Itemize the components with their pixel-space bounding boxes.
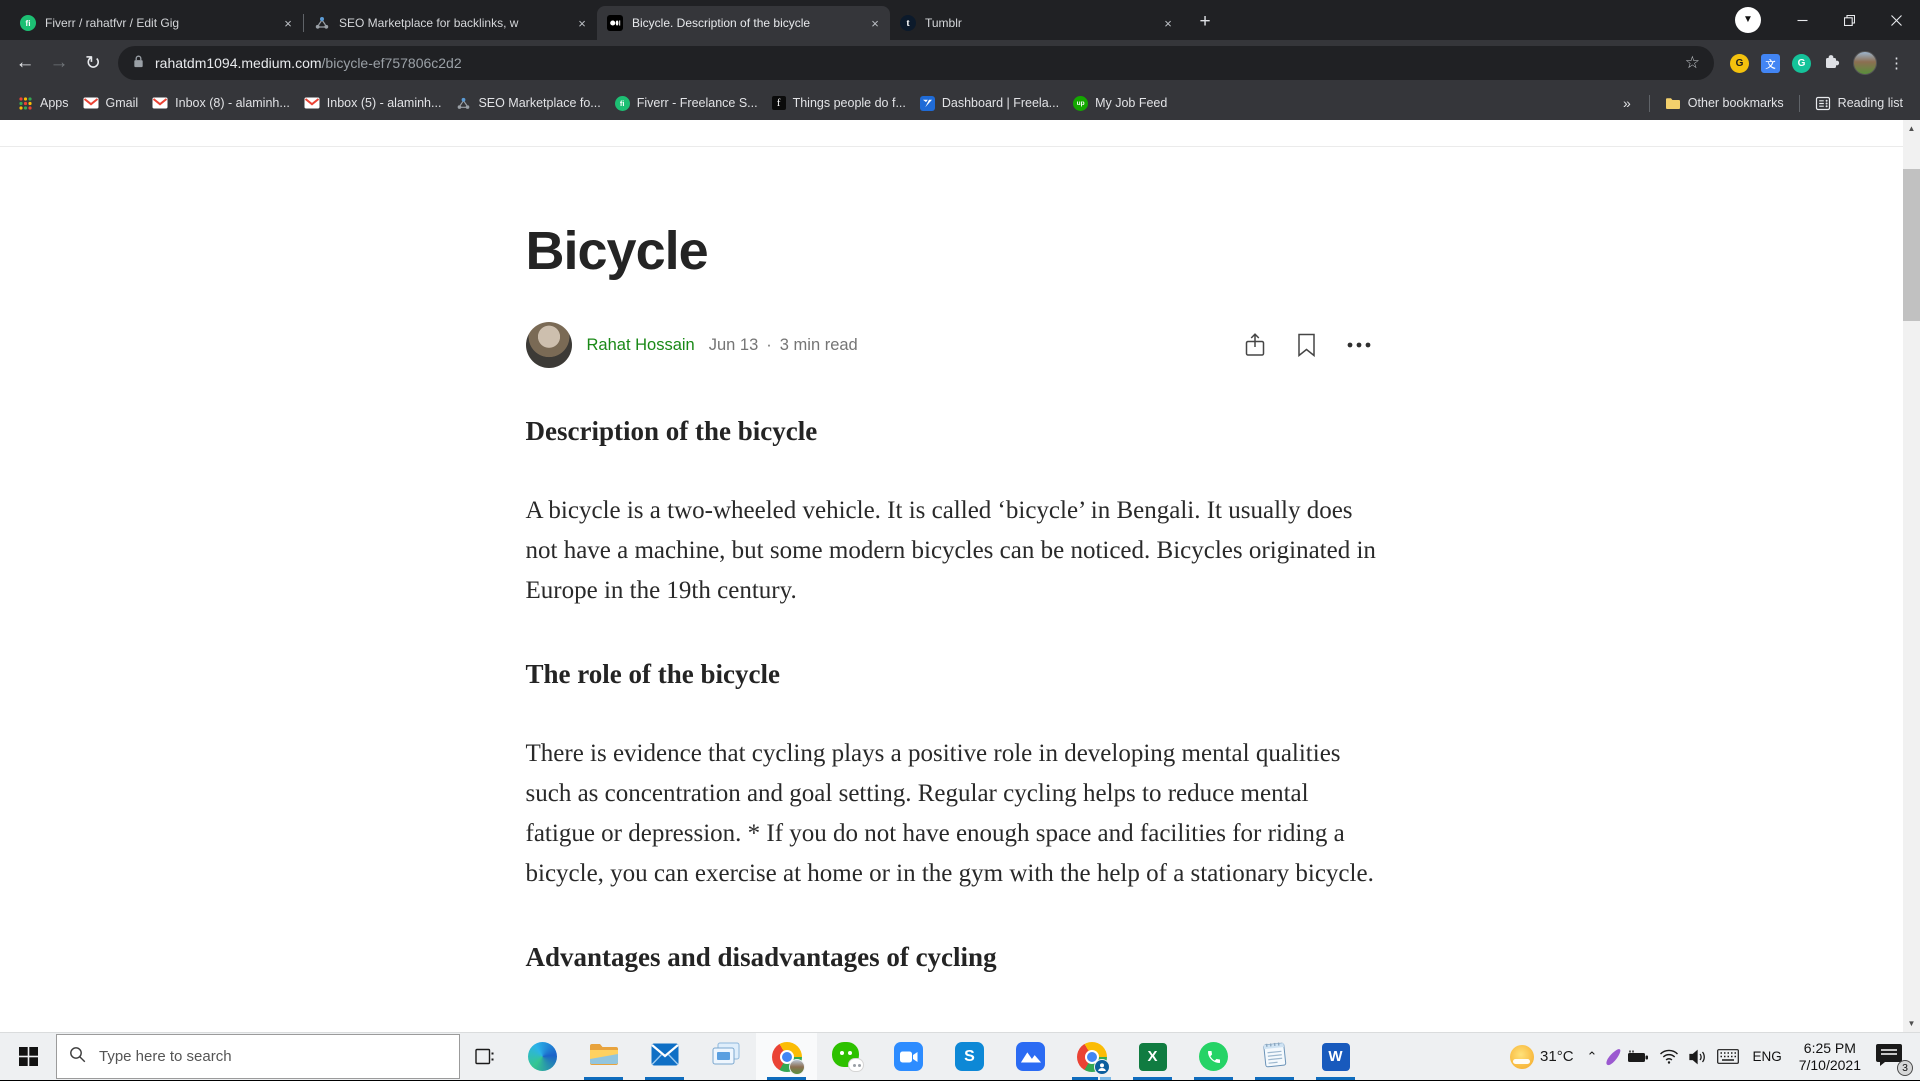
sun-icon [1510, 1045, 1534, 1069]
other-bookmarks-label: Other bookmarks [1687, 96, 1784, 110]
bookmark-star-icon[interactable]: ☆ [1684, 53, 1700, 72]
section-heading: Description of the bicycle [525, 416, 818, 446]
slideshow-window-icon [711, 1041, 741, 1072]
reload-button[interactable]: ↻ [85, 52, 101, 74]
section-paragraph: A bicycle is a two-wheeled vehicle. It is called ‘bicycle’ in Bengali. It usually does not have a machine, but some modern bicycles can be noticed. Bicycles originated in Europe in the 19th century. [525, 497, 1376, 604]
taskbar-app-notepad[interactable] [1244, 1033, 1305, 1080]
bookmark-things-people[interactable] [765, 92, 913, 114]
language-indicator[interactable]: ENG [1752, 1049, 1782, 1064]
medium-nav-divider [0, 146, 1903, 147]
chrome-icon [1077, 1042, 1107, 1072]
close-icon[interactable]: × [578, 15, 586, 31]
mail-icon [651, 1043, 679, 1071]
edge-icon [528, 1042, 557, 1071]
browser-toolbar [0, 40, 1920, 86]
translate-extension-icon[interactable]: 文 [1761, 54, 1780, 73]
notification-center-button[interactable] [1870, 1033, 1920, 1081]
tab-title: Fiverr / rahatfvr / Edit Gig [45, 16, 180, 30]
notification-count-badge: 3 [1897, 1060, 1913, 1076]
article-section [526, 416, 1378, 611]
page-viewport [0, 120, 1920, 1032]
medium-article-page [0, 120, 1903, 1032]
folder-icon [1665, 95, 1681, 111]
extensions-puzzle-icon[interactable] [1823, 52, 1841, 75]
divider [1799, 95, 1800, 112]
bookmark-seo-marketplace[interactable] [448, 91, 607, 115]
grammarly-extension-icon[interactable]: G [1792, 54, 1811, 73]
bookmark-inbox-8[interactable] [145, 91, 297, 115]
volume-icon[interactable] [1684, 1033, 1712, 1081]
tab-title: Tumblr [925, 16, 962, 30]
tab-fiverr-edit-gig[interactable] [10, 6, 303, 40]
reading-list-button[interactable] [1808, 91, 1910, 115]
chrome-icon [772, 1042, 802, 1072]
article-section [526, 659, 1378, 894]
tab-bicycle-article-active[interactable] [597, 6, 890, 40]
close-icon[interactable]: × [871, 15, 879, 31]
bookmark-label: SEO Marketplace fo... [478, 96, 601, 110]
share-icon[interactable] [1242, 332, 1268, 358]
fiverr-icon: fi [615, 96, 630, 111]
bookmark-icon[interactable] [1294, 332, 1320, 358]
taskbar-app-wechat[interactable] [817, 1033, 878, 1080]
bookmarks-right-area [1613, 91, 1910, 115]
start-button[interactable] [0, 1033, 56, 1080]
publish-date: Jun 13 [708, 335, 759, 354]
reading-list-icon [1815, 95, 1831, 111]
gmail-icon [304, 95, 320, 111]
bookmark-label: Fiverr - Freelance S... [636, 96, 758, 110]
byline [526, 322, 1378, 368]
bookmark-label: Dashboard | Freela... [941, 96, 1060, 110]
bookmark-label: Things people do f... [792, 96, 906, 110]
address-bar[interactable] [118, 46, 1714, 80]
bookmark-label: Inbox (8) - alaminh... [175, 96, 290, 110]
page-title: Bicycle [525, 221, 708, 281]
search-input[interactable] [97, 1047, 447, 1066]
url-path: /bicycle-ef757806c2d2 [321, 55, 462, 71]
new-tab-button[interactable]: + [1199, 11, 1211, 32]
windows-taskbar [0, 1032, 1920, 1080]
taskbar-app-whatsapp[interactable] [1183, 1033, 1244, 1080]
taskbar-app-file-explorer[interactable] [573, 1033, 634, 1080]
section-heading: The role of the bicycle [525, 659, 780, 689]
zoom-icon [894, 1042, 923, 1071]
profile-photo-badge [789, 1059, 805, 1075]
media-control-button[interactable] [1735, 7, 1761, 33]
taskbar-app-zoom[interactable] [878, 1033, 939, 1080]
avro-keyboard-feather-icon[interactable] [1605, 1033, 1622, 1081]
forward-button[interactable]: → [49, 52, 69, 73]
browser-tab-strip [0, 0, 1920, 40]
window-controls [1735, 0, 1920, 40]
gmail-icon [83, 95, 99, 111]
taskbar-app-skype[interactable] [939, 1033, 1000, 1080]
bookmark-my-job-feed[interactable] [1066, 92, 1174, 115]
task-view-button[interactable] [460, 1033, 512, 1080]
medium-icon [607, 15, 623, 31]
battery-icon[interactable] [1622, 1033, 1654, 1081]
bookmark-fiverr[interactable] [608, 92, 765, 115]
restore-button[interactable] [1826, 0, 1873, 40]
taskbar-app-word[interactable] [1305, 1033, 1366, 1080]
tab-title: SEO Marketplace for backlinks, w [339, 16, 519, 30]
bookmark-gmail[interactable] [76, 91, 146, 115]
skype-icon: S [955, 1042, 984, 1071]
taskbar-app-edge[interactable] [512, 1033, 573, 1080]
url-domain: rahatdm1094.medium.com [155, 55, 322, 71]
touch-keyboard-icon[interactable] [1712, 1033, 1744, 1081]
bookmark-label: My Job Feed [1095, 96, 1168, 110]
time-label: 6:25 PM [1803, 1039, 1856, 1056]
fiverr-icon: fi [20, 15, 36, 31]
taskbar-app-slideshow[interactable] [695, 1033, 756, 1080]
bookmark-freelancer-dashboard[interactable] [913, 92, 1066, 115]
tab-seo-marketplace[interactable] [304, 6, 597, 40]
taskbar-app-mail[interactable] [634, 1033, 695, 1080]
article [526, 120, 1378, 973]
apps-grid-icon [17, 95, 33, 111]
extension-g-icon[interactable]: G [1730, 54, 1749, 73]
search-icon [69, 1046, 86, 1068]
page-scrollbar[interactable] [1903, 120, 1920, 1032]
seo-network-icon [314, 15, 330, 31]
wifi-icon[interactable] [1654, 1033, 1684, 1081]
lock-icon [132, 54, 145, 72]
extensions-area [1722, 51, 1912, 75]
freelancer-icon [920, 96, 935, 111]
close-icon[interactable]: × [1164, 15, 1172, 31]
clock[interactable] [1790, 1033, 1870, 1081]
author-avatar[interactable] [526, 322, 572, 368]
gmail-icon [152, 95, 168, 111]
wechat-icon [832, 1042, 864, 1072]
down-triangle-icon: ▼ [1743, 14, 1753, 25]
temperature-label: 31°C [1540, 1048, 1574, 1065]
profile-avatar[interactable] [1853, 51, 1877, 75]
more-options-icon[interactable] [1346, 332, 1372, 358]
upwork-icon: up [1073, 96, 1088, 111]
bookmark-label: Gmail [105, 96, 139, 110]
minimize-button[interactable] [1779, 0, 1826, 40]
bookmarks-overflow-chevron[interactable]: » [1623, 95, 1631, 111]
scroll-down-arrow[interactable]: ▼ [1907, 1019, 1916, 1028]
close-icon[interactable]: × [284, 15, 292, 31]
tab-tumblr[interactable] [890, 6, 1183, 40]
profile-person-badge [1094, 1059, 1110, 1075]
file-explorer-icon [589, 1042, 619, 1072]
browser-menu-icon[interactable]: ⋮ [1889, 55, 1904, 72]
whatsapp-icon [1199, 1042, 1228, 1071]
bookmark-label: Inbox (5) - alaminh... [326, 96, 442, 110]
tab-title: Bicycle. Description of the bicycle [632, 16, 811, 30]
word-icon: W [1322, 1043, 1350, 1071]
taskbar-app-excel[interactable] [1122, 1033, 1183, 1080]
close-window-button[interactable] [1873, 0, 1920, 40]
bookmark-apps[interactable] [10, 91, 76, 115]
system-tray [1505, 1033, 1920, 1080]
author-name-link[interactable]: Rahat Hossain [586, 335, 695, 354]
section-heading: Advantages and disadvantages of cycling [525, 942, 997, 972]
seo-network-icon [455, 95, 471, 111]
section-paragraph: There is evidence that cycling plays a positive role in developing mental qualities such as concentration and goal setting. Regular cycling helps to reduce mental fatigue or depression. * If you do not have enough space and facilities for riding a bicycle, you can exercise at home or in the gym with the help of a stationary bicycle. [525, 740, 1374, 887]
other-bookmarks-button[interactable] [1658, 91, 1791, 115]
bookmark-inbox-5[interactable] [297, 91, 449, 115]
taskbar-apps [512, 1033, 1366, 1080]
tray-overflow-chevron[interactable]: ⌃ [1586, 1048, 1598, 1064]
weather-widget[interactable] [1505, 1033, 1579, 1081]
url-text [155, 55, 462, 71]
scrollbar-thumb[interactable] [1903, 169, 1920, 321]
taskbar-app-chrome-current[interactable] [756, 1033, 817, 1080]
scroll-up-arrow[interactable]: ▲ [1907, 124, 1916, 133]
article-section [526, 942, 1378, 973]
reading-list-label: Reading list [1837, 96, 1903, 110]
read-time: 3 min read [779, 335, 858, 354]
back-button[interactable]: ← [15, 52, 35, 73]
tumblr-icon: t [900, 15, 916, 31]
excel-icon: X [1139, 1043, 1167, 1071]
facebook-icon: f [772, 96, 786, 110]
taskbar-search-box[interactable] [56, 1034, 460, 1079]
date-label: 7/10/2021 [1798, 1056, 1861, 1073]
taskbar-app-chrome-second-profile[interactable] [1061, 1033, 1122, 1080]
notepad-icon [1260, 1039, 1289, 1074]
taskbar-app-photos[interactable] [1000, 1033, 1061, 1080]
dot-separator: · [766, 335, 772, 354]
bookmarks-bar [0, 86, 1920, 120]
divider [1649, 95, 1650, 112]
photos-mountains-icon [1016, 1042, 1045, 1071]
article-actions [1242, 332, 1378, 358]
bookmark-label: Apps [40, 96, 69, 110]
